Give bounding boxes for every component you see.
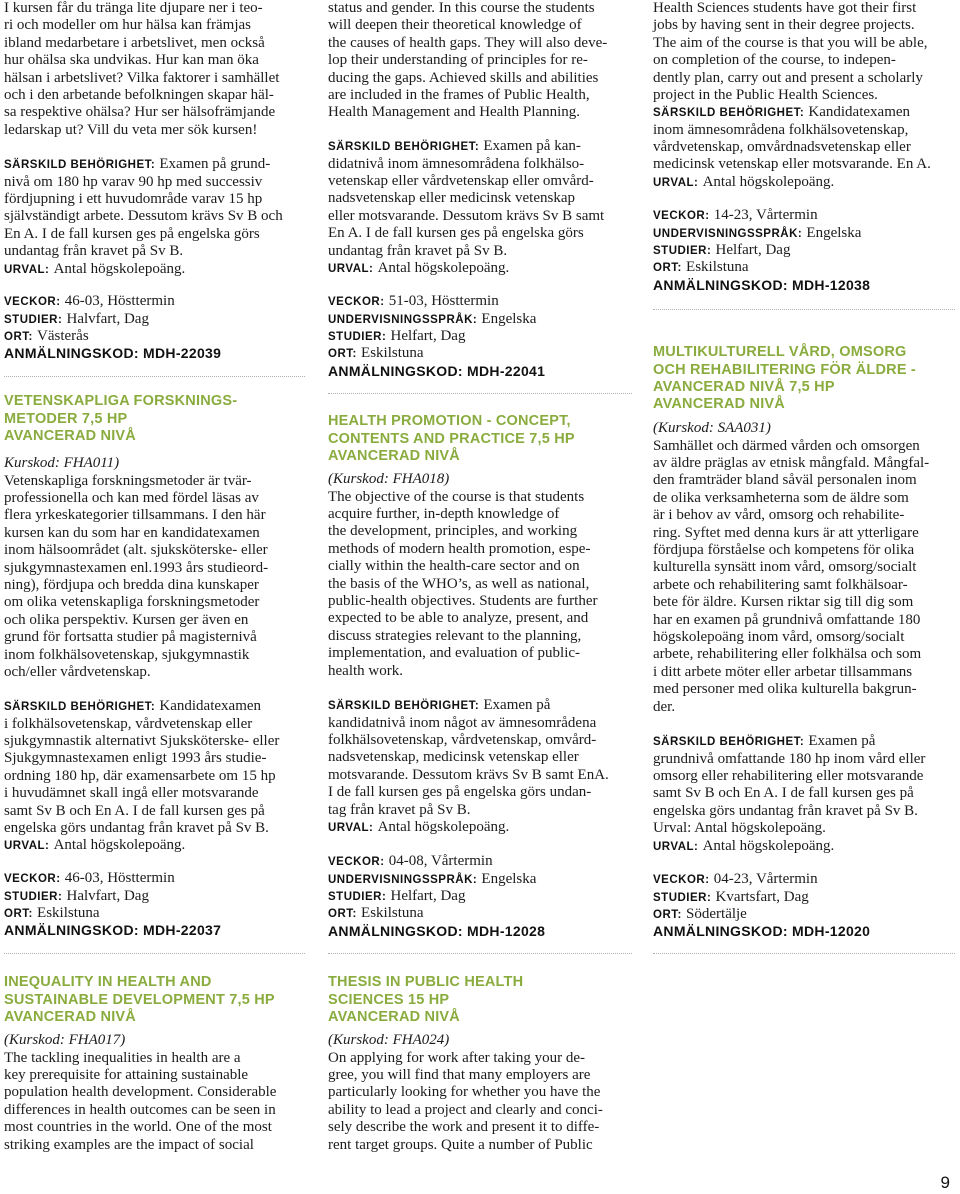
text-line: ri och modeller om hur hälsa kan främjas: [4, 17, 252, 34]
text-line: [328, 293, 632, 310]
text-line: The tackling inequalities in health are a: [4, 1049, 241, 1066]
text-line: public-health objectives. Students are further: [328, 593, 598, 610]
field-label: STUDIER:: [4, 890, 63, 903]
course-title-line: OCH REHABILITERING FÖR ÄLDRE -: [653, 361, 916, 378]
text-line: [4, 922, 305, 939]
field-value: Antal högskolepoäng.: [53, 837, 186, 854]
text-line: rent target groups. Quite a number of Public: [328, 1136, 593, 1153]
text-line: [328, 819, 632, 836]
field-label: STUDIER:: [653, 891, 712, 904]
field-label: VECKOR:: [4, 873, 61, 886]
text-line: [653, 838, 955, 855]
field-label: UNDERVISNINGSSPRÅK:: [328, 873, 478, 886]
text-line: ordning 180 hp, där examensarbete om 15 hp: [4, 767, 276, 784]
field-label: URVAL:: [4, 263, 50, 276]
text-line: omsorg eller rehabilitering eller motsvarande: [653, 768, 924, 785]
text-line: gree, you will find that many employers are: [328, 1067, 591, 1084]
text-line: [653, 207, 955, 224]
course-details: [4, 870, 305, 940]
text-line: the causes of health gaps. They will also deve-: [328, 34, 608, 51]
text-line: de olika verksamheterna som de äldre som: [653, 489, 909, 506]
course-title-line: AVANCERAD NIVÅ: [4, 1009, 136, 1026]
text-block: [4, 156, 305, 278]
field-value: Antal högskolepoäng.: [53, 260, 186, 277]
course-description: [328, 1032, 632, 1154]
text-line: the basis of the WHO’s, as well as national,: [328, 575, 590, 592]
field-label: SÄRSKILD BEHÖRIGHET:: [328, 141, 480, 154]
text-line: health work.: [328, 662, 403, 679]
field-label: SÄRSKILD BEHÖRIGHET:: [653, 107, 805, 120]
text-line: [653, 923, 955, 940]
section-divider: [653, 953, 955, 954]
text-line: [4, 905, 305, 922]
text-line: ning), fördjupa och bredda dina kunskaper: [4, 577, 259, 594]
text-line: the development, principles, and working: [328, 523, 578, 540]
course-description: [653, 420, 955, 716]
course-details: [653, 207, 955, 294]
course-title: [328, 974, 632, 1026]
field-label: SÄRSKILD BEHÖRIGHET:: [4, 159, 156, 172]
field-value: Kandidatexamen: [808, 104, 911, 121]
field-value: Antal högskolepoäng.: [702, 173, 835, 190]
text-line: tag från kravet på Sv B.: [328, 801, 471, 818]
field-label: STUDIER:: [4, 313, 63, 326]
text-line: I de fall kursen ges på engelska görs undan-: [328, 784, 592, 801]
text-line: sa respektive ohälsa? Hur ser hälsofrämjande: [4, 104, 276, 121]
course-title-line: AVANCERAD NIVÅ: [653, 396, 785, 413]
course-title: [4, 974, 305, 1026]
text-line: grund för fortsatta studier på magisternivå: [4, 629, 257, 646]
text-line: [328, 345, 632, 362]
text-line: are included in the frames of Public Health,: [328, 86, 590, 103]
text-line: medicinsk vetenskap eller motsvarande. En A.: [653, 156, 931, 173]
text-line: dently plan, carry out and present a scholarly: [653, 69, 923, 86]
text-line: hälsan i arbetslivet? Vilka faktorer i samhället: [4, 69, 280, 86]
text-line: [4, 870, 305, 887]
text-line: [328, 260, 632, 277]
course-title-line: INEQUALITY IN HEALTH AND: [4, 974, 212, 991]
course-code: Kurskod: FHA011): [4, 455, 120, 472]
text-line: bete för äldre. Kursen riktar sig till dig som: [653, 594, 914, 611]
text-block: [4, 698, 305, 855]
field-label: STUDIER:: [653, 245, 712, 258]
text-block: [328, 697, 632, 836]
application-code: ANMÄLNINGSKOD: MDH-12020: [653, 923, 871, 940]
field-value: Antal högskolepoäng.: [377, 819, 510, 836]
text-block: [653, 104, 955, 191]
text-line: [4, 156, 305, 173]
text-line: [328, 853, 632, 870]
column-3: [653, 0, 955, 1194]
field-value: Antal högskolepoäng.: [702, 837, 835, 854]
text-line: [4, 261, 305, 278]
field-label: SÄRSKILD BEHÖRIGHET:: [328, 700, 480, 713]
text-line: [653, 906, 955, 923]
text-line: ledarskap ut? Vill du veta mer sök kursen!: [4, 121, 258, 138]
text-line: [328, 871, 632, 888]
text-line: on completion of the course, to indepen-: [653, 52, 896, 69]
course-title-line: METODER 7,5 HP: [4, 410, 128, 427]
field-value: Engelska: [481, 310, 537, 327]
course-title-line: CONTENTS AND PRACTICE 7,5 HP: [328, 430, 575, 447]
text-line: [4, 293, 305, 310]
text-line: Samhället och därmed vården och omsorgen: [653, 437, 920, 454]
text-line: högskolepoäng inom vård, omsorg/socialt: [653, 628, 905, 645]
text-line: engelska görs undantag från kravet på Sv B.: [653, 802, 918, 819]
text-line: flera yrkeskategorier tillsammans. I den här: [4, 507, 266, 524]
text-line: [328, 328, 632, 345]
field-value: Eskilstuna: [361, 345, 424, 362]
field-label: URVAL:: [653, 176, 699, 189]
text-line: [653, 225, 955, 242]
text-line: i folkhälsovetenskap, vårdvetenskap eller: [4, 715, 253, 732]
field-value: Eskilstuna: [37, 905, 100, 922]
field-value: Kandidatexamen: [159, 698, 262, 715]
text-line: samt Sv B och En A. I de fall kursen ges på: [653, 785, 914, 802]
text-line: expected to be able to analyze, present, and: [328, 610, 589, 627]
field-value: Examen på kan-: [483, 138, 581, 155]
text-line: [653, 259, 955, 276]
column-2: [328, 0, 632, 1194]
text-line: nadsvetenskap, medicinsk vetenskap eller: [328, 749, 579, 766]
text-line: discuss strategies relevant to the planning,: [328, 627, 582, 644]
field-label: SÄRSKILD BEHÖRIGHET:: [653, 736, 805, 749]
field-value: 14-23, Vårtermin: [713, 207, 818, 224]
text-line: I kursen får du tränga lite djupare ner i teo-: [4, 0, 263, 16]
field-value: 46-03, Hösttermin: [64, 293, 175, 310]
course-title-line: THESIS IN PUBLIC HEALTH: [328, 974, 524, 991]
course-title-line: AVANCERAD NIVÅ: [328, 448, 460, 465]
application-code: ANMÄLNINGSKOD: MDH-22039: [4, 345, 222, 362]
text-line: particularly looking for whether you have the: [328, 1084, 601, 1101]
course-details: [328, 853, 632, 940]
text-line: [328, 311, 632, 328]
text-line: [653, 242, 955, 259]
course-details: [653, 871, 955, 941]
text-block: [328, 138, 632, 277]
text-line: har en examen på grundnivå omfattande 180: [653, 611, 921, 628]
field-value: Västerås: [37, 328, 89, 345]
field-label: ORT:: [328, 348, 357, 361]
field-label: STUDIER:: [328, 891, 387, 904]
course-description: [328, 471, 632, 680]
text-line: nivå om 180 hp varav 90 hp med successiv: [4, 173, 263, 190]
text-line: [4, 345, 305, 362]
text-line: av äldre präglas av etnisk mångfald. Mångfal-: [653, 455, 930, 472]
field-value: Examen på: [808, 733, 876, 750]
text-line: key prerequisite for attaining sustainable: [4, 1067, 249, 1084]
course-title: [4, 393, 305, 445]
course-title-line: SCIENCES 15 HP: [328, 991, 450, 1008]
field-label: URVAL:: [328, 822, 374, 835]
application-code: ANMÄLNINGSKOD: MDH-12038: [653, 276, 871, 293]
field-value: 51-03, Hösttermin: [388, 293, 499, 310]
text-line: Health Sciences students have got their first: [653, 0, 917, 16]
field-value: Eskilstuna: [361, 905, 424, 922]
text-line: cially within the health-care sector and on: [328, 558, 580, 575]
course-title-line: AVANCERAD NIVÅ 7,5 HP: [653, 379, 835, 396]
text-line: will deepen their theoretical knowledge of: [328, 17, 582, 34]
field-value: 46-03, Hösttermin: [64, 870, 175, 887]
text-line: med personer med olika kulturella bakgrun-: [653, 681, 917, 698]
text-line: differences in health outcomes can be seen in: [4, 1101, 276, 1118]
text-line: sjukgymnastik alternativt Sjuksköterske- eller: [4, 733, 280, 750]
text-line: fördjupning i ett huvudområde varav 15 hp: [4, 191, 263, 208]
field-label: ORT:: [653, 262, 682, 275]
text-line: självständigt arbete. Dessutom krävs Sv B och: [4, 208, 283, 225]
field-value: Engelska: [806, 224, 862, 241]
field-value: 04-08, Vårtermin: [388, 853, 493, 870]
text-line: [653, 104, 955, 121]
text-line: [328, 138, 632, 155]
text-line: The objective of the course is that students: [328, 488, 585, 505]
course-title-line: VETENSKAPLIGA FORSKNINGS-: [4, 393, 238, 410]
text-line: status and gender. In this course the students: [328, 0, 595, 16]
text-line: lop their understanding of principles for re-: [328, 52, 588, 69]
course-description: [4, 1032, 305, 1154]
text-line: i huvudämnet skall ingå eller motsvarande: [4, 785, 259, 802]
section-divider: [328, 393, 632, 394]
text-line: arbete, rehabilitering eller folkhälsa och som: [653, 646, 922, 663]
page-number: 9: [940, 1173, 950, 1192]
text-line: kulturella synsätt inom vård, omsorg/socialt: [653, 559, 917, 576]
text-line: inom hälsoområdet (alt. sjuksköterske- eller: [4, 542, 268, 559]
text-line: hur ohälsa ska undvikas. Hur kan man öka: [4, 52, 259, 69]
text-block: [4, 0, 305, 139]
text-line: [4, 328, 305, 345]
field-label: ORT:: [4, 331, 33, 344]
text-line: och/eller vårdvetenskap.: [4, 663, 151, 680]
text-line: och i den arbetande befolkningen skapar häl-: [4, 86, 274, 103]
text-line: om olika vetenskapliga forskningsmetoder: [4, 594, 260, 611]
course-title-line: AVANCERAD NIVÅ: [328, 1009, 460, 1026]
text-line: [328, 888, 632, 905]
text-line: ability to lead a project and clearly and conci-: [328, 1101, 603, 1118]
course-title-line: SUSTAINABLE DEVELOPMENT 7,5 HP: [4, 991, 275, 1008]
text-line: [653, 277, 955, 294]
field-label: URVAL:: [653, 840, 699, 853]
text-line: grundnivå omfattande 180 hp inom vård eller: [653, 750, 926, 767]
field-value: Halvfart, Dag: [66, 310, 149, 327]
application-code: ANMÄLNINGSKOD: MDH-22037: [4, 922, 222, 939]
text-line: arbete och rehabilitering samt folkhälsoar-: [653, 576, 908, 593]
text-line: [4, 837, 305, 854]
application-code: ANMÄLNINGSKOD: MDH-12028: [328, 922, 546, 939]
text-line: undantag från kravet på Sv B.: [328, 242, 508, 259]
field-label: VECKOR:: [4, 296, 61, 309]
section-divider: [4, 953, 305, 954]
field-value: Helfart, Dag: [390, 888, 466, 905]
text-line: i ditt arbete möter eller arbetar tillsammans: [653, 663, 913, 680]
field-label: VECKOR:: [328, 856, 385, 869]
field-label: UNDERVISNINGSSPRÅK:: [653, 227, 803, 240]
course-code: (Kurskod: FHA018): [328, 471, 450, 488]
text-block: [653, 733, 955, 855]
text-line: Urval: Antal högskolepoäng.: [653, 820, 826, 837]
field-value: Helfart, Dag: [715, 242, 791, 259]
field-label: STUDIER:: [328, 331, 387, 344]
text-line: inom ämnesområdena folkhälsovetenskap,: [653, 121, 909, 138]
text-line: är i behov av vård, omsorg och rehabilite-: [653, 507, 905, 524]
course-details: [328, 293, 632, 380]
text-line: En A. I de fall kursen ges på engelska görs: [328, 225, 584, 242]
text-line: samt Sv B och En A. I de fall kursen ges på: [4, 802, 265, 819]
field-value: Engelska: [481, 870, 537, 887]
course-code: (Kurskod: SAA031): [653, 420, 771, 437]
field-value: Examen på grund-: [159, 156, 271, 173]
course-title-line: HEALTH PROMOTION - CONCEPT,: [328, 413, 571, 430]
course-description: [4, 455, 305, 681]
text-block: [328, 0, 632, 122]
text-line: vetenskap eller vårdvetenskap eller omvård-: [328, 173, 594, 190]
text-line: didatnivå inom ämnesområdena folkhälso-: [328, 155, 585, 172]
text-line: [653, 174, 955, 191]
section-divider: [4, 376, 305, 377]
text-line: ring. Syftet med denna kurs är att ytterligare: [653, 524, 919, 541]
field-value: Halvfart, Dag: [66, 887, 149, 904]
text-line: ibland medarbetare i arbetslivet, men också: [4, 34, 265, 51]
text-line: der.: [653, 698, 676, 715]
field-value: Examen på: [483, 697, 551, 714]
field-label: URVAL:: [328, 263, 374, 276]
text-line: Health Management and Health Planning.: [328, 104, 581, 121]
section-divider: [653, 309, 955, 310]
field-label: URVAL:: [4, 840, 50, 853]
text-line: [4, 311, 305, 328]
text-line: vårdvetenskap, omvårdnadsvetenskap eller: [653, 139, 911, 156]
field-label: VECKOR:: [328, 296, 385, 309]
text-line: acquire further, in-depth knowledge of: [328, 506, 560, 523]
application-code: ANMÄLNINGSKOD: MDH-22041: [328, 362, 546, 379]
text-block: [653, 0, 955, 104]
text-line: [653, 733, 955, 750]
field-value: Södertälje: [686, 906, 747, 923]
course-code: (Kurskod: FHA024): [328, 1032, 450, 1049]
text-line: [328, 697, 632, 714]
field-label: UNDERVISNINGSSPRÅK:: [328, 313, 478, 326]
text-line: methods of modern health promotion, espe-: [328, 540, 591, 557]
text-line: striking examples are the impact of social: [4, 1136, 254, 1153]
text-line: jobs by having sent in their degree projects.: [653, 17, 915, 34]
text-line: motsvarande. Dessutom krävs Sv B samt EnA.: [328, 766, 609, 783]
text-line: [328, 905, 632, 922]
text-line: project in the Public Health Sciences.: [653, 86, 878, 103]
course-title-line: AVANCERAD NIVÅ: [4, 428, 136, 445]
text-line: Sjukgymnastexamen enligt 1993 års studie-: [4, 750, 267, 767]
field-label: VECKOR:: [653, 210, 710, 223]
text-line: professionella och kan med fördel läsas av: [4, 490, 259, 507]
text-line: inom folkhälsovetenskap, sjukgymnastik: [4, 646, 250, 663]
text-line: implementation, and evaluation of public-: [328, 645, 581, 662]
course-title-line: MULTIKULTURELL VÅRD, OMSORG: [653, 344, 907, 361]
course-code: (Kurskod: FHA017): [4, 1032, 126, 1049]
field-value: Kvartsfart, Dag: [715, 888, 809, 905]
text-line: On applying for work after taking your de-: [328, 1049, 586, 1066]
text-line: En A. I de fall kursen ges på engelska görs: [4, 225, 260, 242]
text-line: Vetenskapliga forskningsmetoder är tvär-: [4, 472, 252, 489]
field-label: VECKOR:: [653, 874, 710, 887]
text-line: [4, 698, 305, 715]
section-divider: [328, 953, 632, 954]
text-line: sjukgymnastexamen enl.1993 års studieord-: [4, 559, 269, 576]
text-line: [328, 923, 632, 940]
text-line: engelska görs undantag från kravet på Sv B.: [4, 820, 269, 837]
text-line: eller motsvarande. Dessutom krävs Sv B samt: [328, 207, 605, 224]
field-label: ORT:: [4, 908, 33, 921]
text-line: nadsvetenskap eller medicinsk vetenskap: [328, 190, 576, 207]
course-title: [328, 413, 632, 465]
field-value: Eskilstuna: [686, 259, 749, 276]
course-details: [4, 293, 305, 363]
text-line: kandidatnivå inom något av ämnesområdena: [328, 714, 597, 731]
text-line: [4, 888, 305, 905]
text-line: fördjupa förståelse och kompetens för olika: [653, 542, 915, 559]
text-line: [653, 889, 955, 906]
column-1: [4, 0, 305, 1194]
text-line: kursen kan du som har en kandidatexamen: [4, 524, 260, 541]
text-line: [653, 871, 955, 888]
text-line: undantag från kravet på Sv B.: [4, 243, 184, 260]
field-label: ORT:: [328, 908, 357, 921]
course-title: [653, 344, 955, 414]
field-label: ORT:: [653, 909, 682, 922]
field-value: 04-23, Vårtermin: [713, 871, 818, 888]
text-line: sely describe the work and present it to diffe-: [328, 1119, 600, 1136]
text-line: [328, 363, 632, 380]
text-line: population health development. Considerable: [4, 1084, 277, 1101]
text-line: den framträder bland såväl personalen inom: [653, 472, 917, 489]
text-line: most countries in the world. One of the most: [4, 1119, 272, 1136]
field-label: SÄRSKILD BEHÖRIGHET:: [4, 701, 156, 714]
text-line: folkhälsovetenskap, vårdvetenskap, omvård-: [328, 732, 597, 749]
text-line: The aim of the course is that you will be able,: [653, 34, 928, 51]
text-line: ducing the gaps. Achieved skills and abilities: [328, 69, 599, 86]
field-value: Antal högskolepoäng.: [377, 260, 510, 277]
text-line: och olika perspektiv. Kursen ger även en: [4, 611, 249, 628]
field-value: Helfart, Dag: [390, 328, 466, 345]
